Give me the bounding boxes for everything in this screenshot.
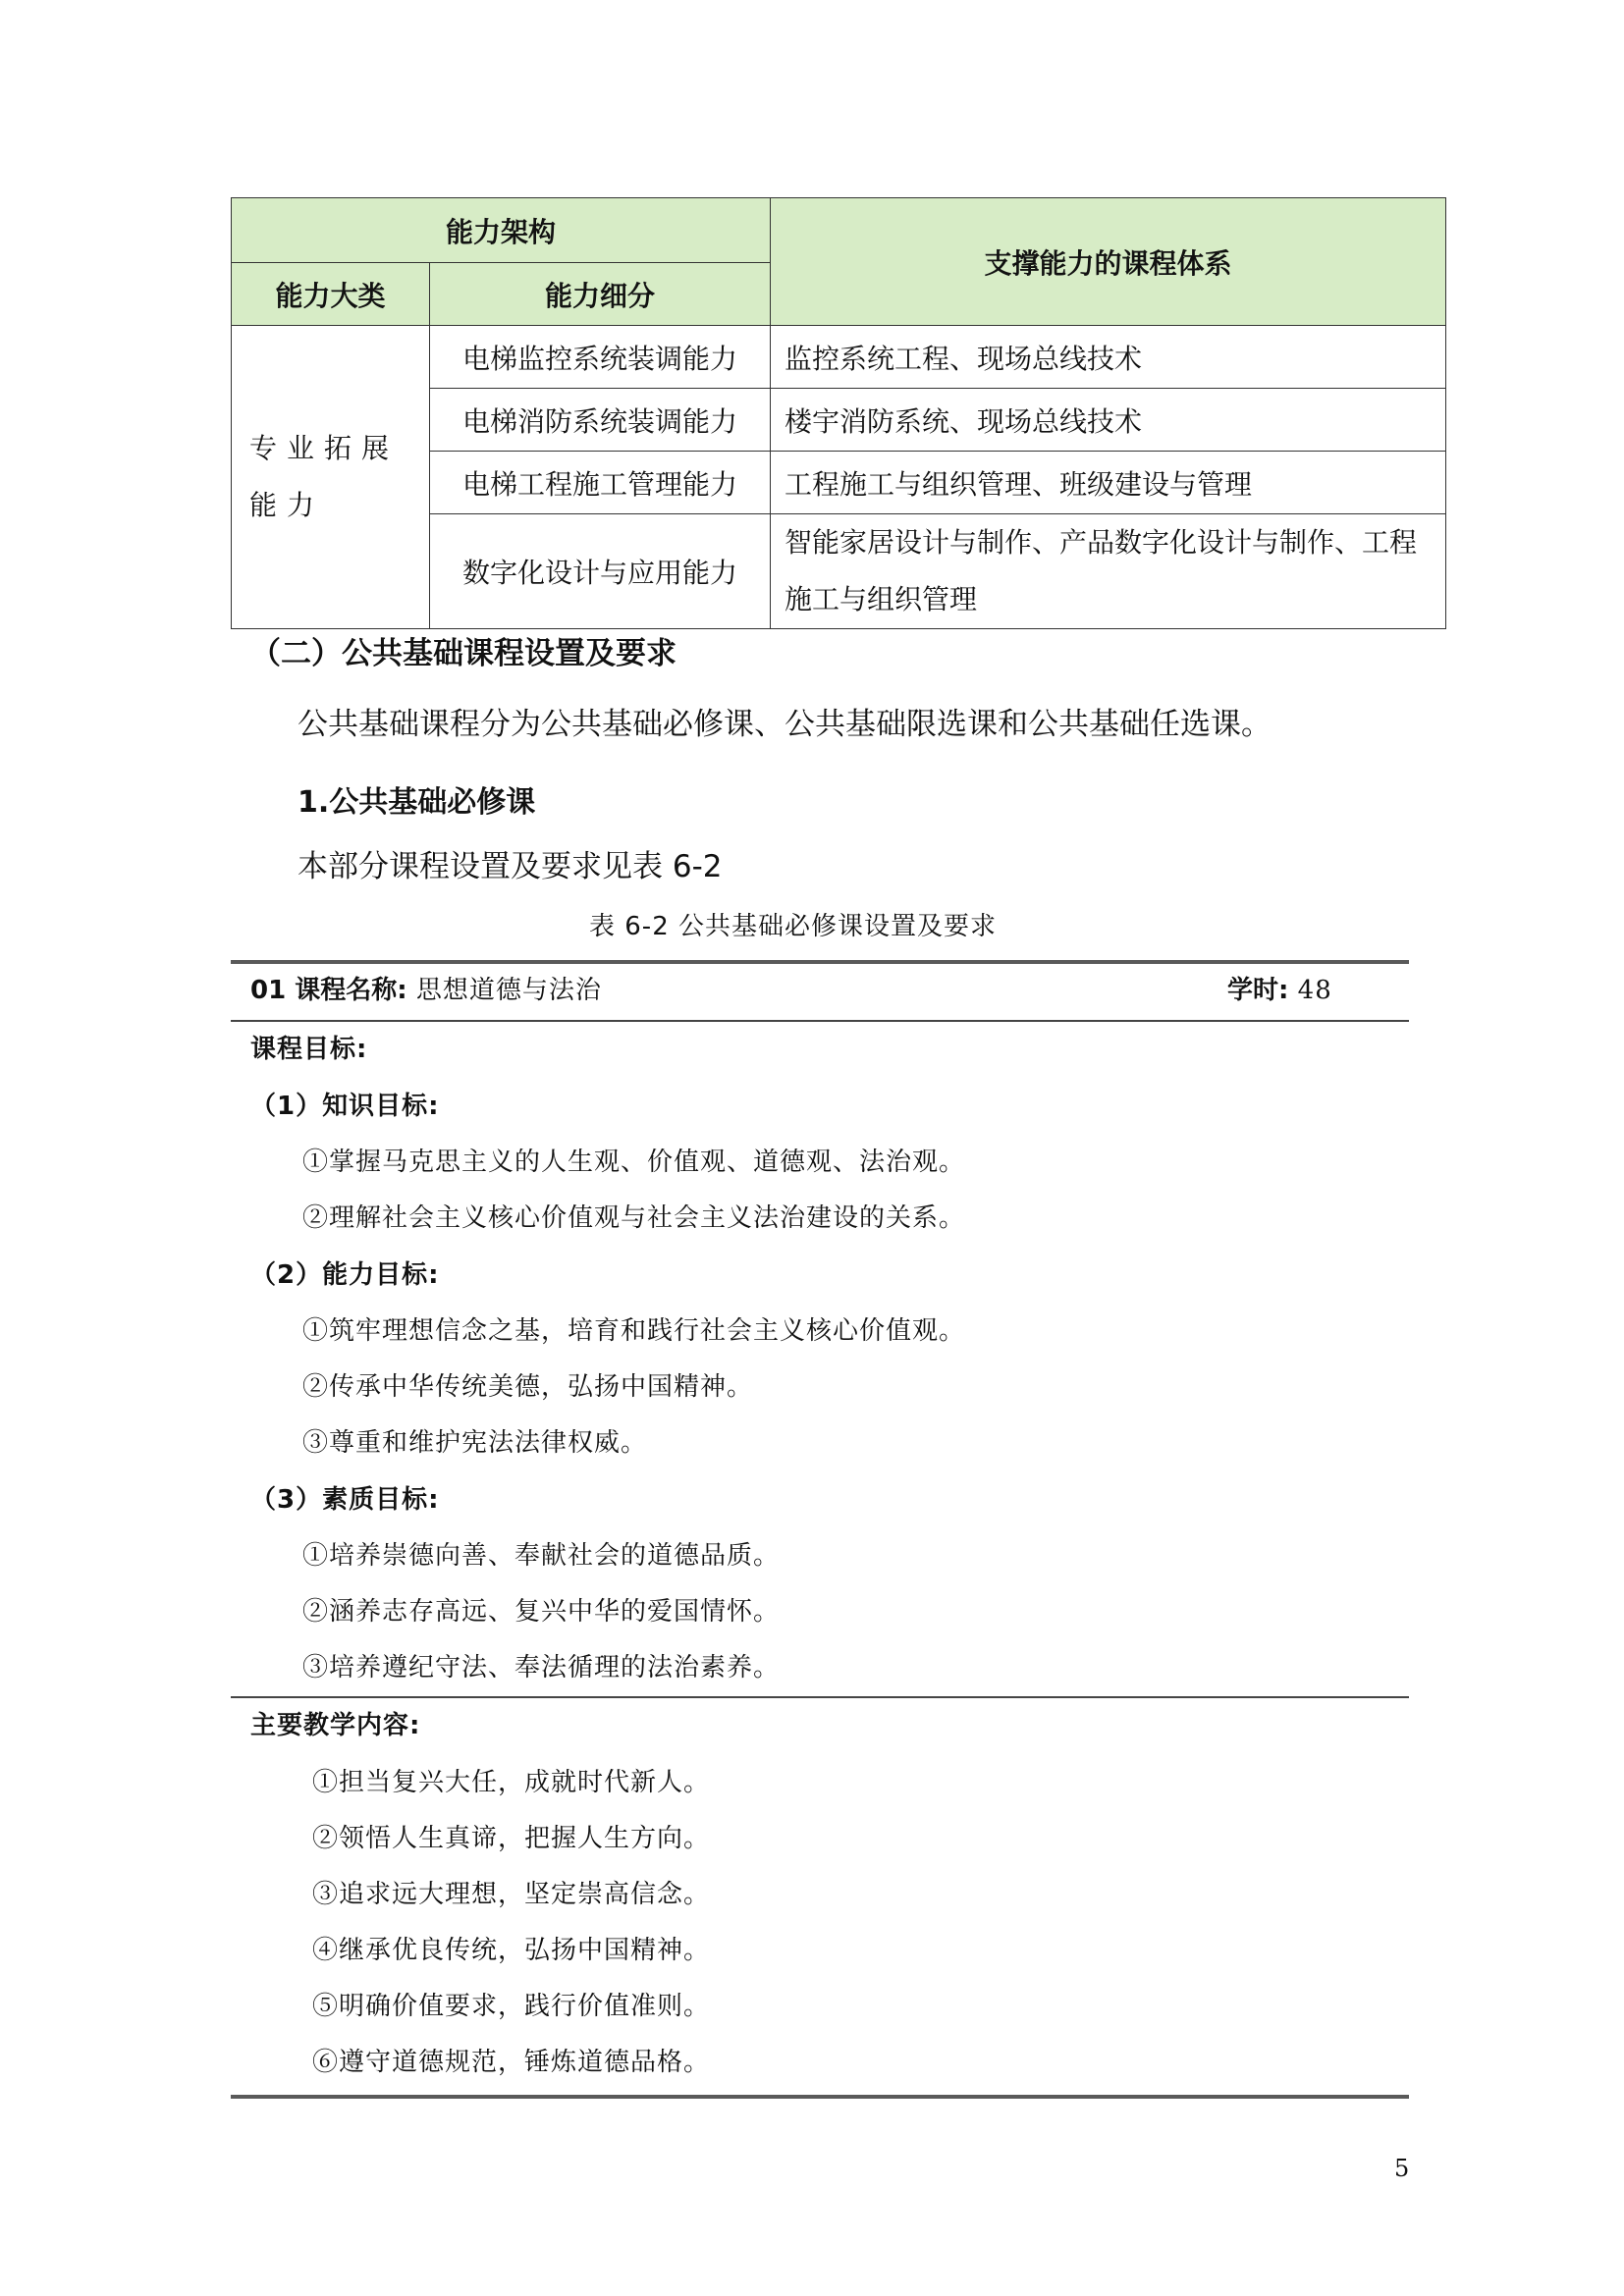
goal-item: ②理解社会主义核心价值观与社会主义法治建设的关系。 bbox=[302, 1203, 966, 1233]
detail-cell: 电梯工程施工管理能力 bbox=[430, 452, 771, 514]
courses-cell: 楼宇消防系统、现场总线技术 bbox=[771, 389, 1446, 452]
content-rule bbox=[231, 1696, 1409, 1698]
courses-cell: 监控系统工程、现场总线技术 bbox=[771, 326, 1446, 389]
sub-intro: 本部分课程设置及要求见表 6-2 bbox=[298, 849, 723, 884]
detail-cell: 数字化设计与应用能力 bbox=[430, 514, 771, 629]
section-intro: 公共基础课程分为公共基础必修课、公共基础限选课和公共基础任选课。 bbox=[298, 707, 1272, 742]
header-capability-structure: 能力架构 bbox=[232, 198, 771, 263]
content-label: 主要教学内容: bbox=[250, 1711, 421, 1740]
goal-group-label: （1）知识目标: bbox=[250, 1092, 440, 1121]
course-hours-line bbox=[1227, 970, 1332, 1006]
header-supporting-courses: 支撑能力的课程体系 bbox=[771, 198, 1446, 326]
table-caption: 表 6-2 公共基础必修课设置及要求 bbox=[589, 912, 997, 941]
detail-cell: 电梯消防系统装调能力 bbox=[430, 389, 771, 452]
course-top-rule bbox=[231, 960, 1409, 964]
goal-item: ③培养遵纪守法、奉法循理的法治素养。 bbox=[302, 1653, 781, 1682]
content-item: ④继承优良传统，弘扬中国精神。 bbox=[312, 1936, 711, 1965]
goals-label: 课程目标: bbox=[250, 1035, 368, 1064]
goal-item: ①筑牢理想信念之基，培育和践行社会主义核心价值观。 bbox=[302, 1316, 966, 1346]
goal-group-label: （3）素质目标: bbox=[250, 1485, 440, 1515]
goal-item: ①掌握马克思主义的人生观、价值观、道德观、法治观。 bbox=[302, 1148, 966, 1177]
category-cell: 专业拓展能力 bbox=[232, 326, 430, 629]
capability-table bbox=[231, 197, 1446, 629]
goal-item: ②传承中华传统美德，弘扬中国精神。 bbox=[302, 1372, 754, 1402]
hours-value: 48 bbox=[1297, 976, 1332, 1005]
content-item: ⑥遵守道德规范，锤炼道德品格。 bbox=[312, 2048, 711, 2077]
hours-label: 学时: bbox=[1227, 976, 1289, 1005]
section-heading: （二）公共基础课程设置及要求 bbox=[250, 636, 677, 671]
course-number-label: 01 课程名称: bbox=[250, 976, 407, 1005]
content-item: ③追求远大理想，坚定崇高信念。 bbox=[312, 1880, 711, 1909]
page-number: 5 bbox=[1394, 2155, 1410, 2182]
course-bottom-rule bbox=[231, 2095, 1409, 2099]
course-name-rule bbox=[231, 1020, 1409, 1022]
goal-item: ③尊重和维护宪法法律权威。 bbox=[302, 1428, 648, 1458]
course-name-line bbox=[250, 970, 602, 1006]
content-item: ⑤明确价值要求，践行价值准则。 bbox=[312, 1992, 711, 2021]
sub-heading: 1.公共基础必修课 bbox=[298, 785, 536, 820]
content-item: ②领悟人生真谛，把握人生方向。 bbox=[312, 1824, 711, 1853]
goal-item: ②涵养志存高远、复兴中华的爱国情怀。 bbox=[302, 1597, 781, 1627]
detail-cell: 电梯监控系统装调能力 bbox=[430, 326, 771, 389]
goal-item: ①培养崇德向善、奉献社会的道德品质。 bbox=[302, 1541, 781, 1571]
header-capability-category: 能力大类 bbox=[232, 263, 430, 326]
courses-cell: 工程施工与组织管理、班级建设与管理 bbox=[771, 452, 1446, 514]
header-capability-detail: 能力细分 bbox=[430, 263, 771, 326]
course-name: 思想道德与法治 bbox=[415, 976, 602, 1005]
courses-cell: 智能家居设计与制作、产品数字化设计与制作、工程施工与组织管理 bbox=[771, 514, 1446, 629]
table-row bbox=[232, 326, 1446, 389]
content-item: ①担当复兴大任，成就时代新人。 bbox=[312, 1768, 711, 1797]
goal-group-label: （2）能力目标: bbox=[250, 1260, 440, 1290]
